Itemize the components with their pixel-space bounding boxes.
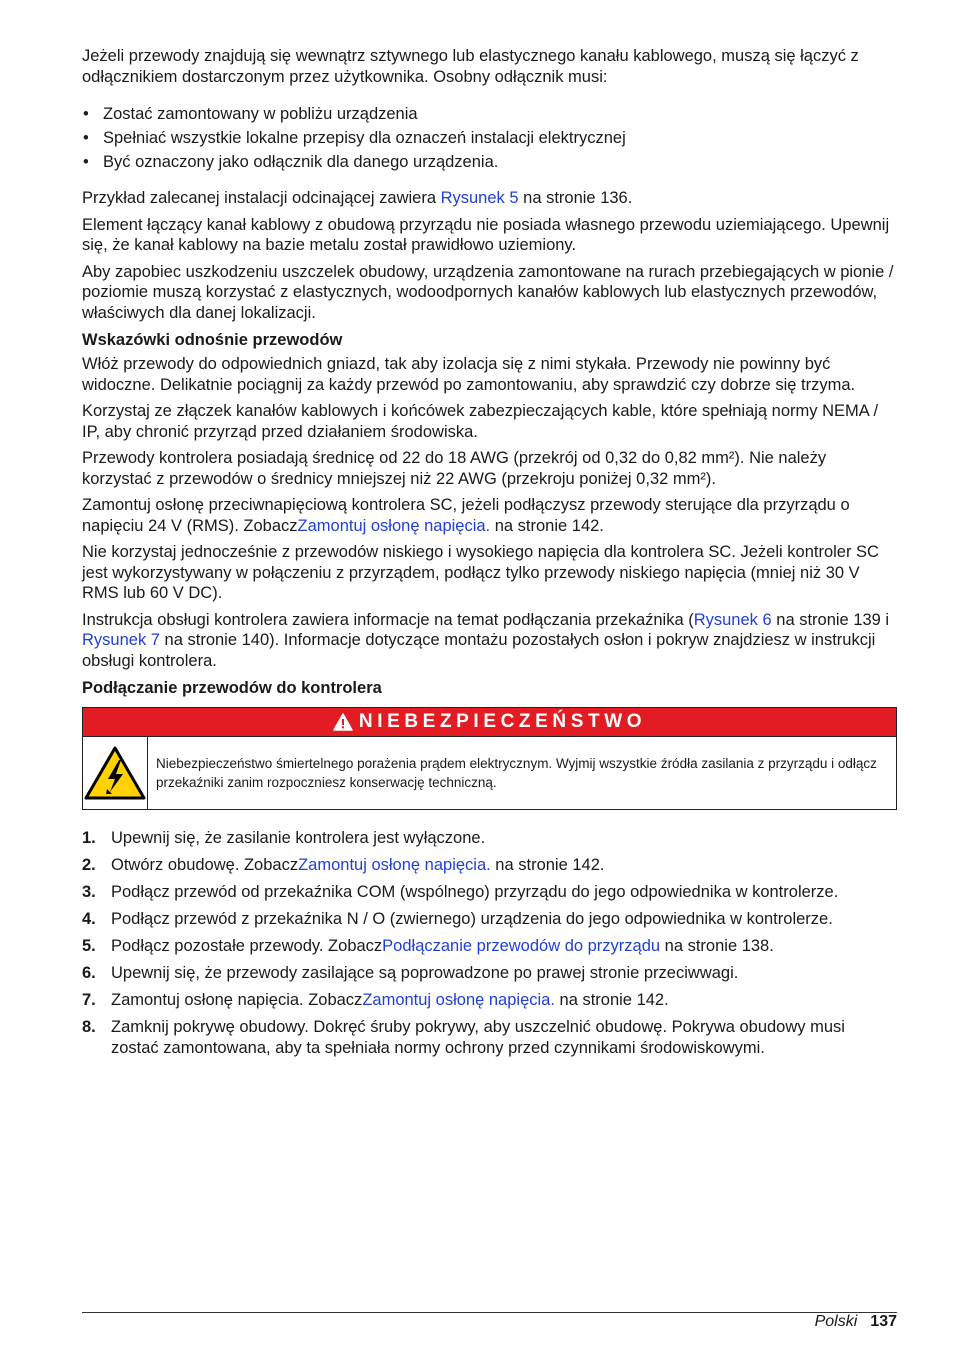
figure-6-link[interactable]: Rysunek 6 [693,610,772,629]
manual-page [82,46,897,1065]
step-item: 7. Zamontuj osłonę napięcia. ZobaczZamontuj osłonę napięcia. na stronie 142. [82,991,669,1009]
wiring-paragraph: Korzystaj ze złączek kanałów kablowych i końcówek zabezpieczających kable, które spełniają normy NEMA / IP, aby chronić przyrząd przed działaniem środowiska. [82,402,879,441]
controller-wiring-steps [82,828,897,1058]
figure-reference-paragraph: Przykład zalecanej instalacji odcinającej zawiera Rysunek 5 na stronie 136. [82,189,633,207]
wiring-paragraph: Zamontuj osłonę przeciwnapięciową kontrolera SC, jeżeli podłączysz przewody sterujące dla przyrządu o napięciu 24 V (RMS). ZobaczZamontuj osłonę napięcia. na stronie 142. [82,496,850,535]
bullet-marker: • [83,129,89,147]
disconnect-requirements-list [82,102,897,174]
wiring-paragraph: Przewody kontrolera posiadają średnicę od 22 do 18 AWG (przekrój od 0,32 do 0,82 mm²). Nie należy korzystać z przewodów o średnicy mniejszej niż 22 AWG (przekroju poniżej 0,32 mm²). [82,449,827,488]
list-item: • Spełniać wszystkie lokalne przepisy dla oznaczeń instalacji elektrycznej [82,126,897,150]
step-item: 5. Podłącz pozostałe przewody. ZobaczPodłączanie przewodów do przyrządu na stronie 138. [82,937,774,955]
footer-divider [82,1312,897,1313]
wiring-paragraph: Włóż przewody do odpowiednich gniazd, tak aby izolacja się z nimi stykała. Przewody nie powinny być widoczne. Delikatnie pociągnij za każdy przewód po zamontowaniu, aby sprawdzić czy dobrze się trzyma. [82,355,856,394]
footer-language: Polski [814,1313,858,1330]
electric-shock-hazard-icon [83,745,147,801]
figure-7-link[interactable]: Rysunek 7 [82,631,160,649]
figure-5-link[interactable]: Rysunek 5 [440,189,519,207]
step-item: 2. Otwórz obudowę. ZobaczZamontuj osłonę napięcia. na stronie 142. [82,856,605,874]
page-footer [815,1312,897,1332]
seal-protection-paragraph: Aby zapobiec uszkodzeniu uszczelek obudowy, urządzenia zamontowane na rurach przebiegających w pionie / poziomie muszą korzystać z elastycznych, wodoodpornych kanałów kablowych lub elastycznych przewodów, właściwych dla danej lokalizacji. [82,262,894,322]
step-item: 4. Podłącz przewód z przekaźnika N / O (zwiernego) urządzenia do jego odpowiednika w kontrolerze. [82,910,833,928]
danger-message: Niebezpieczeństwo śmiertelnego porażenia prądem elektrycznym. Wyjmij wszystkie źródła zasilania z przyrządu i odłącz przekaźniki zanim rozpoczniesz konserwację techniczną. [156,756,877,790]
warning-triangle-icon [333,713,353,731]
intro-paragraph: Jeżeli przewody znajdują się wewnątrz sztywnego lub elastycznego kanału kablowego, muszą się łączyć z odłącznikiem dostarczonym przez użytkownika. Osobny odłącznik musi: [82,47,859,86]
list-item: • Zostać zamontowany w pobliżu urządzenia [82,102,897,126]
danger-notice [82,707,897,810]
controller-wiring-heading: Podłączanie przewodów do kontrolera [82,679,382,697]
danger-title: NIEBEZPIECZEŃSTWO [358,711,647,732]
voltage-barrier-link[interactable]: Zamontuj osłonę napięcia. [297,516,491,535]
page-number: 137 [870,1313,897,1330]
wiring-guidelines-heading: Wskazówki odnośnie przewodów [82,331,343,349]
list-item: • Być oznaczony jako odłącznik dla danego urządzenia. [82,150,897,174]
instrument-wiring-link[interactable]: Podłączanie przewodów do przyrządu [382,937,661,955]
wiring-paragraph: Nie korzystaj jednocześnie z przewodów niskiego i wysokiego napięcia dla kontrolera SC. Jeżeli kontroler SC jest wykorzystywany w połączeniu z przyrządem, podłącz tylko przewody niskiego napięcia (mniej niż 30 V RMS lub 60 V DC). [82,543,879,602]
danger-header [83,708,896,737]
step-item: 3. Podłącz przewód od przekaźnika COM (wspólnego) przyrządu do jego odpowiednika w kontrolerze. [82,883,839,901]
step-item: 6. Upewnij się, że przewody zasilające są poprowadzone po prawej stronie przeciwwagi. [82,964,739,982]
step-item: 8. Zamknij pokrywę obudowy. Dokręć śruby pokrywy, aby uszczelnić obudowę. Pokrywa obudowy musi zostać zamontowana, aby ta spełniała normy ochrony przed czynnikami środowiskowymi. [82,1018,845,1057]
voltage-barrier-link[interactable]: Zamontuj osłonę napięcia. [298,856,491,874]
bullet-marker: • [83,105,89,123]
wiring-paragraph: Instrukcja obsługi kontrolera zawiera informacje na temat podłączania przekaźnika (Rysunek 6 na stronie 139 i Rysunek 7 na stronie 140). Informacje dotyczące montażu pozostałych osłon i pokryw znajdziesz w instrukcji obsługi kontrolera. [82,610,890,670]
voltage-barrier-link[interactable]: Zamontuj osłonę napięcia. [362,991,555,1009]
step-item: 1. Upewnij się, że zasilanie kontrolera jest wyłączone. [82,829,486,847]
grounding-paragraph: Element łączący kanał kablowy z obudową przyrządu nie posiada własnego przewodu uziemiającego. Upewnij się, że kanał kablowy na bazie metalu został prawidłowo uziemiony. [82,215,890,254]
bullet-marker: • [83,153,89,171]
